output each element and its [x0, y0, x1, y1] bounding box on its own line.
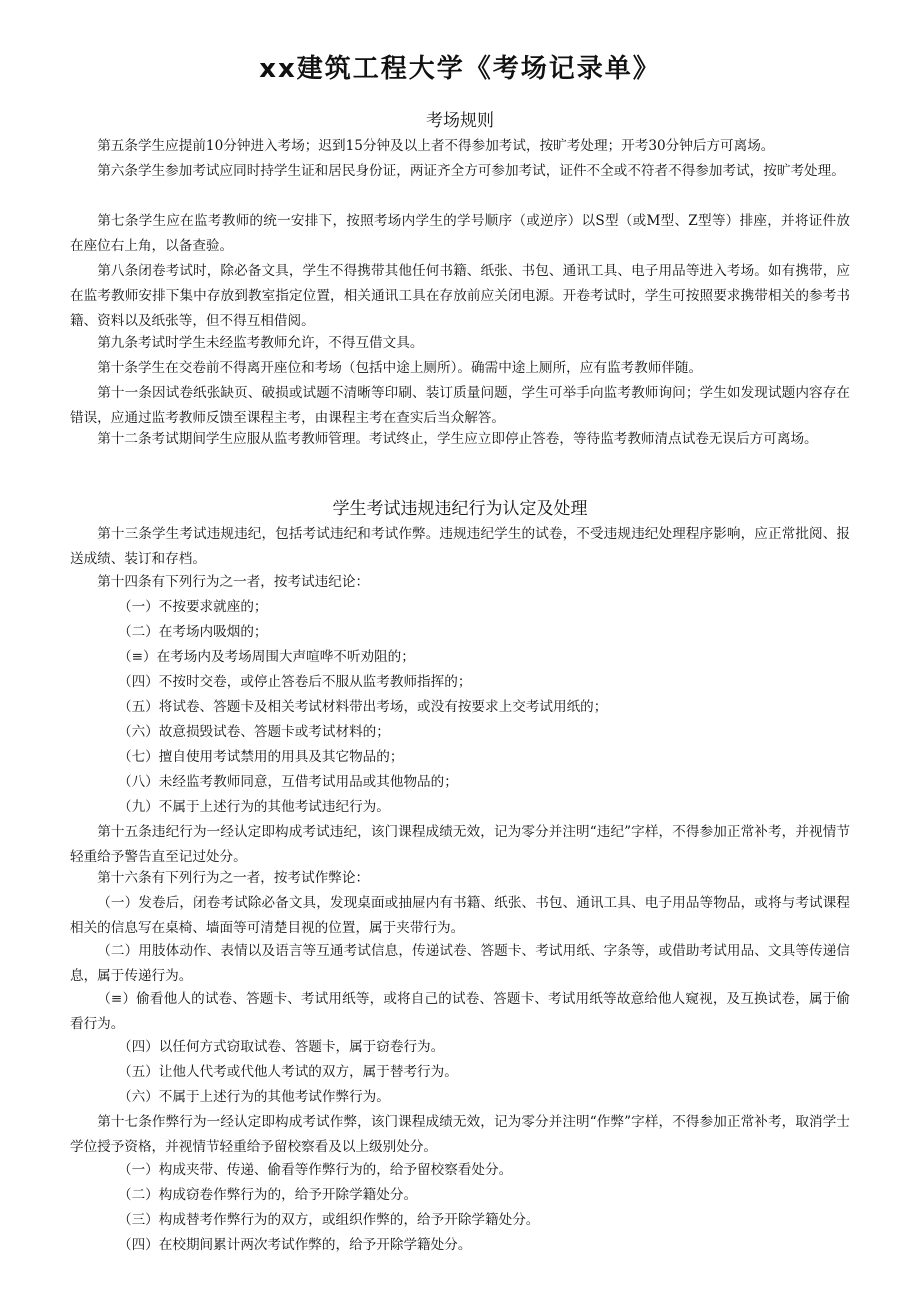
list-item: （≡）偷看他人的试卷、答题卡、考试用纸等，或将自己的试卷、答题卡、考试用纸等故意给他人窥视，及互换试卷，属于偷看行为。 — [70, 991, 850, 1032]
list-item: （八）未经监考教师同意，互借考试用品或其他物品的； — [118, 774, 458, 790]
list-item: （四）在校期间累计两次考试作弊的，给予开除学籍处分。 — [118, 1237, 472, 1253]
list-item: （二）用肢体动作、表情以及语言等互通考试信息，传递试卷、答题卡、考试用纸、字条等，或借助考试用品、文具等传递信息，属于传递行为。 — [70, 943, 850, 984]
list-item: （九）不属于上述行为的其他考试违纪行为。 — [118, 799, 390, 815]
rule-paragraph-11: 第十一条因试卷纸张缺页、破损或试题不清晰等印刷、装订质量问题，学生可举手向监考教师询问；学生如发现试题内容存在错误，应通过监考教师反馈至课程主考，由课程主考在查实后当众解答。 — [70, 385, 850, 426]
rule-paragraph-5: 第五条学生应提前10分钟进入考场；迟到15分钟及以上者不得参加考试，按旷考处理；开考30分钟后方可离场。 — [97, 138, 775, 154]
list-item: （六）不属于上述行为的其他考试作弊行为。 — [118, 1089, 390, 1105]
rule-paragraph-8: 第八条闭卷考试时，除必备文具，学生不得携带其他任何书籍、纸张、书包、通讯工具、电子用品等进入考场。如有携带，应在监考教师安排下集中存放到教室指定位置，相关通讯工具在存放前应关闭电源。开卷考试时，学生可按照要求携带相关的参考书籍、资料以及纸张等，但不得互相借阅。 — [70, 263, 850, 329]
list-item: （七）擅自使用考试禁用的用具及其它物品的； — [118, 749, 404, 765]
document-title: xx建筑工程大学《考场记录单》 — [259, 54, 661, 84]
list-item: （一）发卷后，闭卷考试除必备文具，发现桌面或抽屉内有书籍、纸张、书包、通讯工具、电子用品等物品，或将与考试课程相关的信息写在桌椅、墙面等可清楚目视的位置，属于夹带行为。 — [70, 895, 850, 936]
list-item: （二）构成窃卷作弊行为的，给予开除学籍处分。 — [118, 1187, 418, 1203]
list-item: （二）在考场内吸烟的； — [118, 624, 268, 640]
list-item: （五）将试卷、答题卡及相关考试材料带出考场，或没有按要求上交考试用纸的； — [118, 699, 608, 715]
rule-paragraph-17: 第十七条作弊行为一经认定即构成考试作弊，该门课程成绩无效，记为零分并注明“作弊”字样，不得参加正常补考，取消学士学位授予资格，并视情节轻重给予留校察看及以上级别处分。 — [70, 1114, 850, 1155]
rule-paragraph-15: 第十五条违纪行为一经认定即构成考试违纪，该门课程成绩无效，记为零分并注明“违纪”字样，不得参加正常补考，并视情节轻重给予警告直至记过处分。 — [70, 824, 850, 865]
rule-paragraph-9: 第九条考试时学生未经监考教师允许，不得互借文具。 — [97, 335, 424, 351]
rule-paragraph-16: 第十六条有下列行为之一者，按考试作弊论： — [97, 870, 370, 886]
list-item: （三）构成替考作弊行为的双方，或组织作弊的，给予开除学籍处分。 — [118, 1212, 540, 1228]
rule-paragraph-13: 第十三条学生考试违规违纪，包括考试违纪和考试作弊。违规违纪学生的试卷，不受违规违纪处理程序影响，应正常批阅、报送成绩、装订和存档。 — [70, 526, 850, 567]
list-item: （四）不按时交卷，或停止答卷后不服从监考教师指挥的； — [118, 674, 472, 690]
rule-paragraph-6: 第六条学生参加考试应同时持学生证和居民身份证，两证齐全方可参加考试，证件不全或不符者不得参加考试，按旷考处理。 — [97, 163, 845, 179]
section-heading-violations: 学生考试违规违纪行为认定及处理 — [332, 499, 588, 519]
rule-paragraph-7: 第七条学生应在监考教师的统一安排下，按照考场内学生的学号顺序（或逆序）以S型（或M型、Z型等）排座，并将证件放在座位右上角，以备查验。 — [70, 213, 850, 254]
list-item: （四）以任何方式窃取试卷、答题卡，属于窃卷行为。 — [118, 1039, 445, 1055]
rule-paragraph-14: 第十四条有下列行为之一者，按考试违纪论： — [97, 574, 370, 590]
list-item: （≡）在考场内及考场周围大声喧哗不听劝阻的； — [118, 649, 415, 665]
rule-paragraph-10: 第十条学生在交卷前不得离开座位和考场（包括中途上厕所）。确需中途上厕所，应有监考教师伴随。 — [97, 360, 703, 376]
section-heading-exam-rules: 考场规则 — [426, 111, 494, 131]
list-item: （五）让他人代考或代他人考试的双方，属于替考行为。 — [118, 1064, 458, 1080]
list-item: （一）不按要求就座的； — [118, 599, 268, 615]
list-item: （六）故意损毁试卷、答题卡或考试材料的； — [118, 724, 390, 740]
rule-paragraph-12: 第十二条考试期间学生应服从监考教师管理。考试终止，学生应立即停止答卷，等待监考教师清点试卷无误后方可离场。 — [97, 431, 818, 447]
list-item: （一）构成夹带、传递、偷看等作弊行为的，给予留校察看处分。 — [118, 1162, 513, 1178]
